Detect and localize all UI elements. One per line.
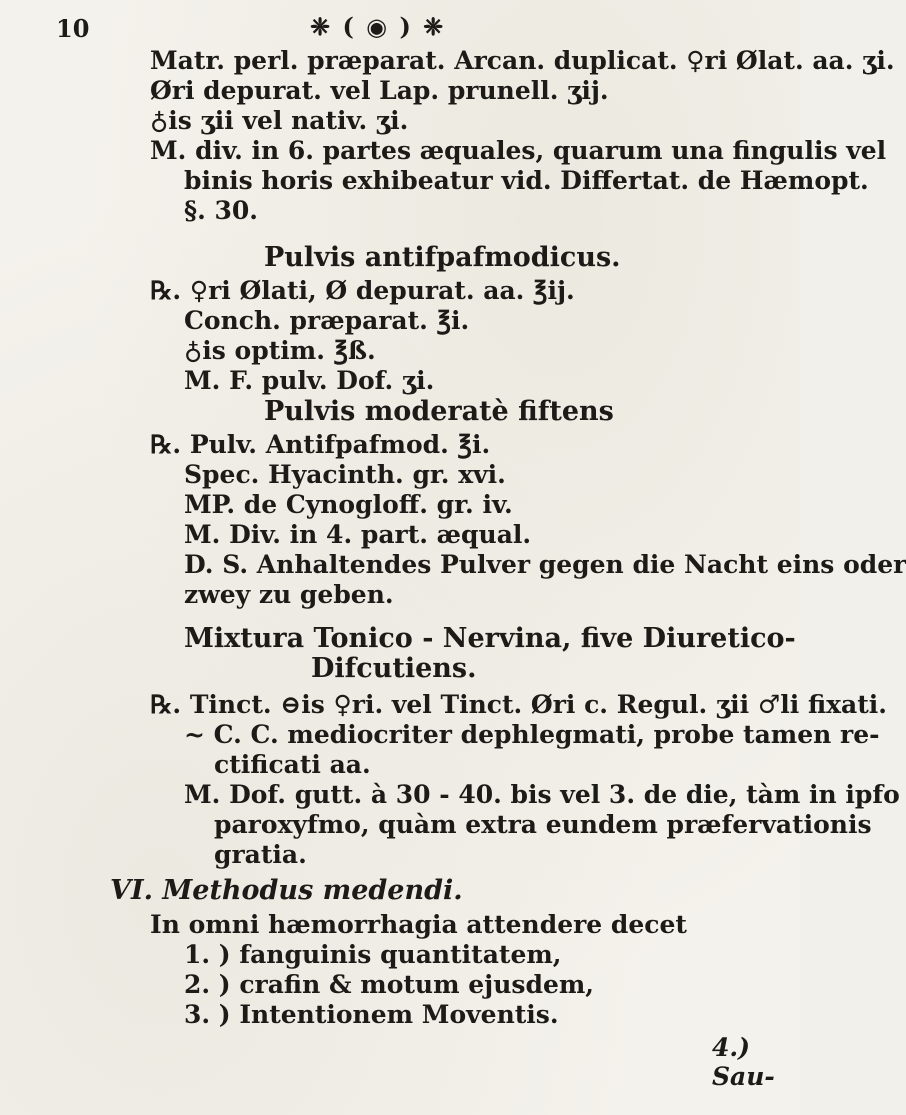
- text-line-15: MP. de Cynogloff. gr. iv.: [184, 490, 513, 519]
- heading-methodus: VI. Methodus medendi.: [110, 875, 463, 906]
- text-line-5: binis horis exhibeatur vid. Differtat. de Hæmopt.: [184, 166, 869, 195]
- heading-mixtura-cont: Difcutiens.: [311, 653, 477, 684]
- text-line-16: M. Div. in 4. part. æqual.: [184, 520, 532, 549]
- text-line-18: zwey zu geben.: [184, 580, 394, 609]
- text-line-29: 1. ) fanguinis quantitatem,: [184, 940, 562, 969]
- text-line-2: Øri depurat. vel Lap. prunell. ʒij.: [150, 76, 609, 105]
- heading-mixtura: Mixtura Tonico - Nervina, five Diuretico-: [184, 623, 796, 654]
- text-line-28: In omni hæmorrhagia attendere decet: [150, 910, 687, 939]
- text-line-30: 2. ) crafin & motum ejusdem,: [184, 970, 595, 999]
- text-line-23: ctificati aa.: [214, 750, 371, 779]
- heading-pulvis-sistens: Pulvis moderatè fiftens: [264, 396, 614, 427]
- text-line-21: ℞. Tinct. ⊖is ♀ri. vel Tinct. Øri c. Regul. ʒii ♂li fixati.: [150, 690, 887, 719]
- text-line-13: ℞. Pulv. Antifpafmod. ℥i.: [150, 430, 491, 459]
- catchword: 4.) Sau-: [712, 1033, 775, 1091]
- text-line-9: Conch. præparat. ℥i.: [184, 306, 470, 335]
- text-line-8: ℞. ♀ri Ølati, Ø depurat. aa. ℥ij.: [150, 276, 575, 305]
- heading-pulvis-antispasmodicus: Pulvis antifpafmodicus.: [264, 242, 621, 273]
- text-line-6: §. 30.: [184, 196, 258, 225]
- text-line-22: ~ C. C. mediocriter dephlegmati, probe tamen re-: [184, 720, 880, 749]
- header-ornament: ❈ ( ◉ ) ❈: [310, 12, 446, 41]
- text-line-1: Matr. perl. præparat. Arcan. duplicat. ♀ri Ølat. aa. ʒi.: [150, 46, 895, 75]
- text-line-17: D. S. Anhaltendes Pulver gegen die Nacht eins oder: [184, 550, 906, 579]
- text-line-25: paroxyfmo, quàm extra eundem præfervationis: [214, 810, 872, 839]
- text-line-31: 3. ) Intentionem Moventis.: [184, 1000, 559, 1029]
- text-line-26: gratia.: [214, 840, 307, 869]
- text-line-4: M. div. in 6. partes æquales, quarum una fingulis vel: [150, 136, 887, 165]
- text-line-3: ♁is ʒii vel nativ. ʒi.: [150, 106, 409, 135]
- page-number: 10: [56, 14, 90, 43]
- text-line-24: M. Dof. gutt. à 30 - 40. bis vel 3. de die, tàm in ipfo: [184, 780, 900, 809]
- text-line-10: ♁is optim. ℥ß.: [184, 336, 376, 365]
- text-line-11: M. F. pulv. Dof. ʒi.: [184, 366, 435, 395]
- page-content: [0, 46, 906, 1096]
- text-line-14: Spec. Hyacinth. gr. xvi.: [184, 460, 506, 489]
